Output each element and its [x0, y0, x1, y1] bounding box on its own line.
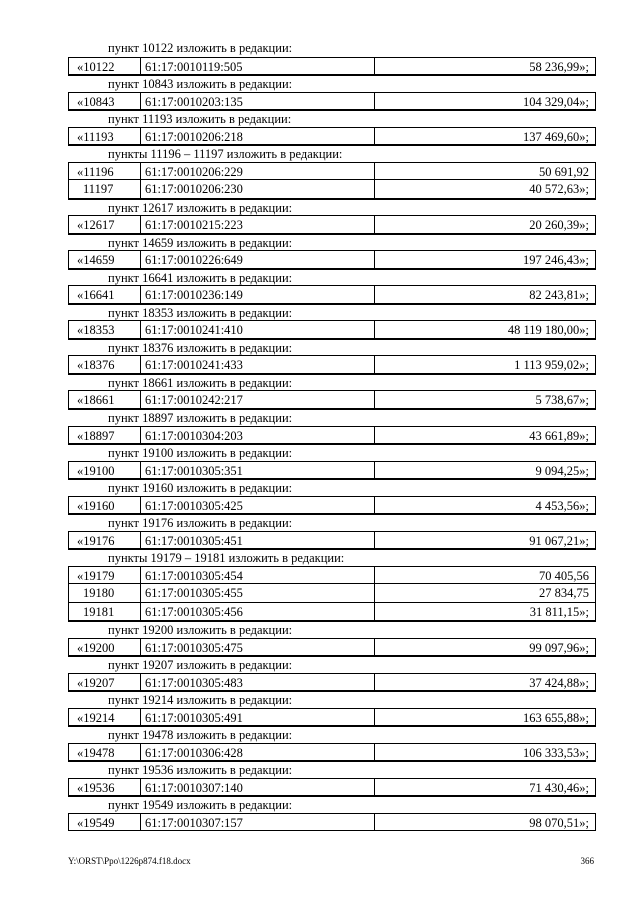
item-number-cell: «19200 [69, 639, 141, 656]
value-cell: 104 329,04»; [523, 94, 589, 109]
paragraph-instruction: пункты 19179 – 19181 изложить в редакции: [68, 549, 596, 566]
cadastral-number-cell: 61:17:0010241:433 [141, 356, 375, 373]
value-cell: 27 834,75 [539, 586, 589, 601]
item-number-cell: «19179 [69, 567, 141, 584]
value-cell: 197 246,43»; [523, 253, 589, 268]
item-number-cell: 19181 [69, 603, 141, 621]
table-row [68, 461, 596, 480]
value-cell: 106 333,53»; [523, 745, 589, 760]
paragraph-instruction: пункт 19160 изложить в редакции: [68, 479, 596, 496]
item-number-cell: «11196 [69, 163, 141, 180]
table-row [68, 57, 596, 76]
table-row [68, 320, 596, 339]
cadastral-number-cell: 61:17:0010305:456 [141, 603, 375, 621]
item-number-cell: «19176 [69, 532, 141, 549]
item-number-cell: 19180 [69, 584, 141, 602]
table-row [68, 496, 596, 515]
item-number-cell: «18661 [69, 391, 141, 408]
cadastral-number-cell: 61:17:0010226:649 [141, 251, 375, 268]
table-row [68, 92, 596, 111]
paragraph-instruction: пункт 18376 изложить в редакции: [68, 339, 596, 356]
value-cell: 137 469,60»; [523, 129, 589, 144]
item-number-cell: «19549 [69, 814, 141, 831]
paragraph-instruction: пункт 19549 изложить в редакции: [68, 796, 596, 813]
value-cell: 31 811,15»; [529, 604, 589, 619]
document-body [68, 40, 596, 831]
cadastral-number-cell: 61:17:0010305:483 [141, 674, 375, 691]
value-cell: 4 453,56»; [535, 498, 589, 513]
table-row [68, 127, 596, 146]
table-row [68, 778, 596, 797]
paragraph-instruction: пункт 19478 изложить в редакции: [68, 726, 596, 743]
paragraph-instruction: пункт 19200 изложить в редакции: [68, 621, 596, 638]
paragraph-instruction: пункты 11196 – 11197 изложить в редакции: [68, 145, 596, 162]
item-number-cell: «12617 [69, 216, 141, 233]
item-number-cell: «10122 [69, 58, 141, 75]
value-cell: 70 405,56 [539, 568, 589, 583]
cadastral-number-cell: 61:17:0010307:157 [141, 814, 375, 831]
cadastral-number-cell: 61:17:0010305:475 [141, 639, 375, 656]
item-number-cell: «18353 [69, 321, 141, 338]
table-row [68, 603, 596, 622]
cadastral-number-cell: 61:17:0010215:223 [141, 216, 375, 233]
table-row [68, 355, 596, 374]
item-number-cell: «19214 [69, 709, 141, 726]
cadastral-number-cell: 61:17:0010241:410 [141, 321, 375, 338]
value-cell: 99 097,96»; [529, 640, 589, 655]
item-number-cell: 11197 [69, 180, 141, 198]
cadastral-number-cell: 61:17:0010119:505 [141, 58, 375, 75]
table-row [68, 250, 596, 269]
item-number-cell: «19207 [69, 674, 141, 691]
cadastral-number-cell: 61:17:0010206:230 [141, 180, 375, 198]
cadastral-number-cell: 61:17:0010305:425 [141, 497, 375, 514]
table-row [68, 162, 596, 181]
page-footer [68, 856, 594, 866]
item-number-cell: «19160 [69, 497, 141, 514]
table-row [68, 743, 596, 762]
paragraph-instruction: пункт 16641 изложить в редакции: [68, 269, 596, 286]
cadastral-number-cell: 61:17:0010305:455 [141, 584, 375, 602]
value-cell: 58 236,99»; [529, 59, 589, 74]
value-cell: 163 655,88»; [523, 710, 589, 725]
value-cell: 91 067,21»; [529, 533, 589, 548]
value-cell: 50 691,92 [539, 164, 589, 179]
table-row [68, 180, 596, 199]
item-number-cell: «10843 [69, 93, 141, 110]
value-cell: 37 424,88»; [529, 675, 589, 690]
value-cell: 82 243,81»; [529, 288, 589, 303]
paragraph-instruction: пункт 18897 изложить в редакции: [68, 409, 596, 426]
page-number: 366 [580, 856, 594, 866]
cadastral-number-cell: 61:17:0010305:491 [141, 709, 375, 726]
item-number-cell: «11193 [69, 128, 141, 145]
item-number-cell: «16641 [69, 286, 141, 303]
cadastral-number-cell: 61:17:0010307:140 [141, 779, 375, 796]
paragraph-instruction: пункт 19536 изложить в редакции: [68, 761, 596, 778]
paragraph-instruction: пункт 19176 изложить в редакции: [68, 514, 596, 531]
file-path: Y:\ORST\Ppo\1226p874.f18.docx [68, 856, 191, 866]
paragraph-instruction: пункт 10122 изложить в редакции: [108, 41, 293, 55]
table-row [68, 708, 596, 727]
value-cell: 40 572,63»; [529, 182, 589, 197]
table-row [68, 215, 596, 234]
paragraph-instruction: пункт 10843 изложить в редакции: [68, 75, 596, 92]
cadastral-number-cell: 61:17:0010305:351 [141, 462, 375, 479]
item-number-cell: «19100 [69, 462, 141, 479]
paragraph-instruction: пункт 12617 изложить в редакции: [68, 199, 596, 216]
value-cell: 43 661,89»; [529, 428, 589, 443]
value-cell: 5 738,67»; [535, 393, 589, 408]
paragraph-instruction: пункт 19207 изложить в редакции: [68, 656, 596, 673]
value-cell: 98 070,51»; [529, 815, 589, 830]
cadastral-number-cell: 61:17:0010305:454 [141, 567, 375, 584]
item-number-cell: «19478 [69, 744, 141, 761]
table-row [68, 584, 596, 603]
paragraph-instruction: пункт 19100 изложить в редакции: [68, 444, 596, 461]
cadastral-number-cell: 61:17:0010305:451 [141, 532, 375, 549]
value-cell: 48 119 180,00»; [507, 323, 589, 338]
table-row [68, 566, 596, 585]
paragraph-instruction: пункт 18353 изложить в редакции: [68, 304, 596, 321]
cadastral-number-cell: 61:17:0010236:149 [141, 286, 375, 303]
table-row [68, 638, 596, 657]
paragraph-instruction: пункт 14659 изложить в редакции: [68, 234, 596, 251]
cadastral-number-cell: 61:17:0010206:218 [141, 128, 375, 145]
paragraph-instruction: пункт 18661 изложить в редакции: [68, 374, 596, 391]
table-row [68, 531, 596, 550]
table-row [68, 813, 596, 832]
cadastral-number-cell: 61:17:0010242:217 [141, 391, 375, 408]
table-row [68, 426, 596, 445]
item-number-cell: «18897 [69, 427, 141, 444]
cadastral-number-cell: 61:17:0010306:428 [141, 744, 375, 761]
table-row [68, 390, 596, 409]
paragraph-instruction: пункт 11193 изложить в редакции: [68, 110, 596, 127]
table-row [68, 285, 596, 304]
item-number-cell: «14659 [69, 251, 141, 268]
table-row [68, 673, 596, 692]
paragraph-instruction: пункт 19214 изложить в редакции: [68, 691, 596, 708]
item-number-cell: «18376 [69, 356, 141, 373]
cadastral-number-cell: 61:17:0010206:229 [141, 163, 375, 180]
cadastral-number-cell: 61:17:0010203:135 [141, 93, 375, 110]
value-cell: 1 113 959,02»; [514, 358, 589, 373]
value-cell: 20 260,39»; [529, 218, 589, 233]
cadastral-number-cell: 61:17:0010304:203 [141, 427, 375, 444]
item-number-cell: «19536 [69, 779, 141, 796]
value-cell: 71 430,46»; [529, 780, 589, 795]
value-cell: 9 094,25»; [535, 463, 589, 478]
